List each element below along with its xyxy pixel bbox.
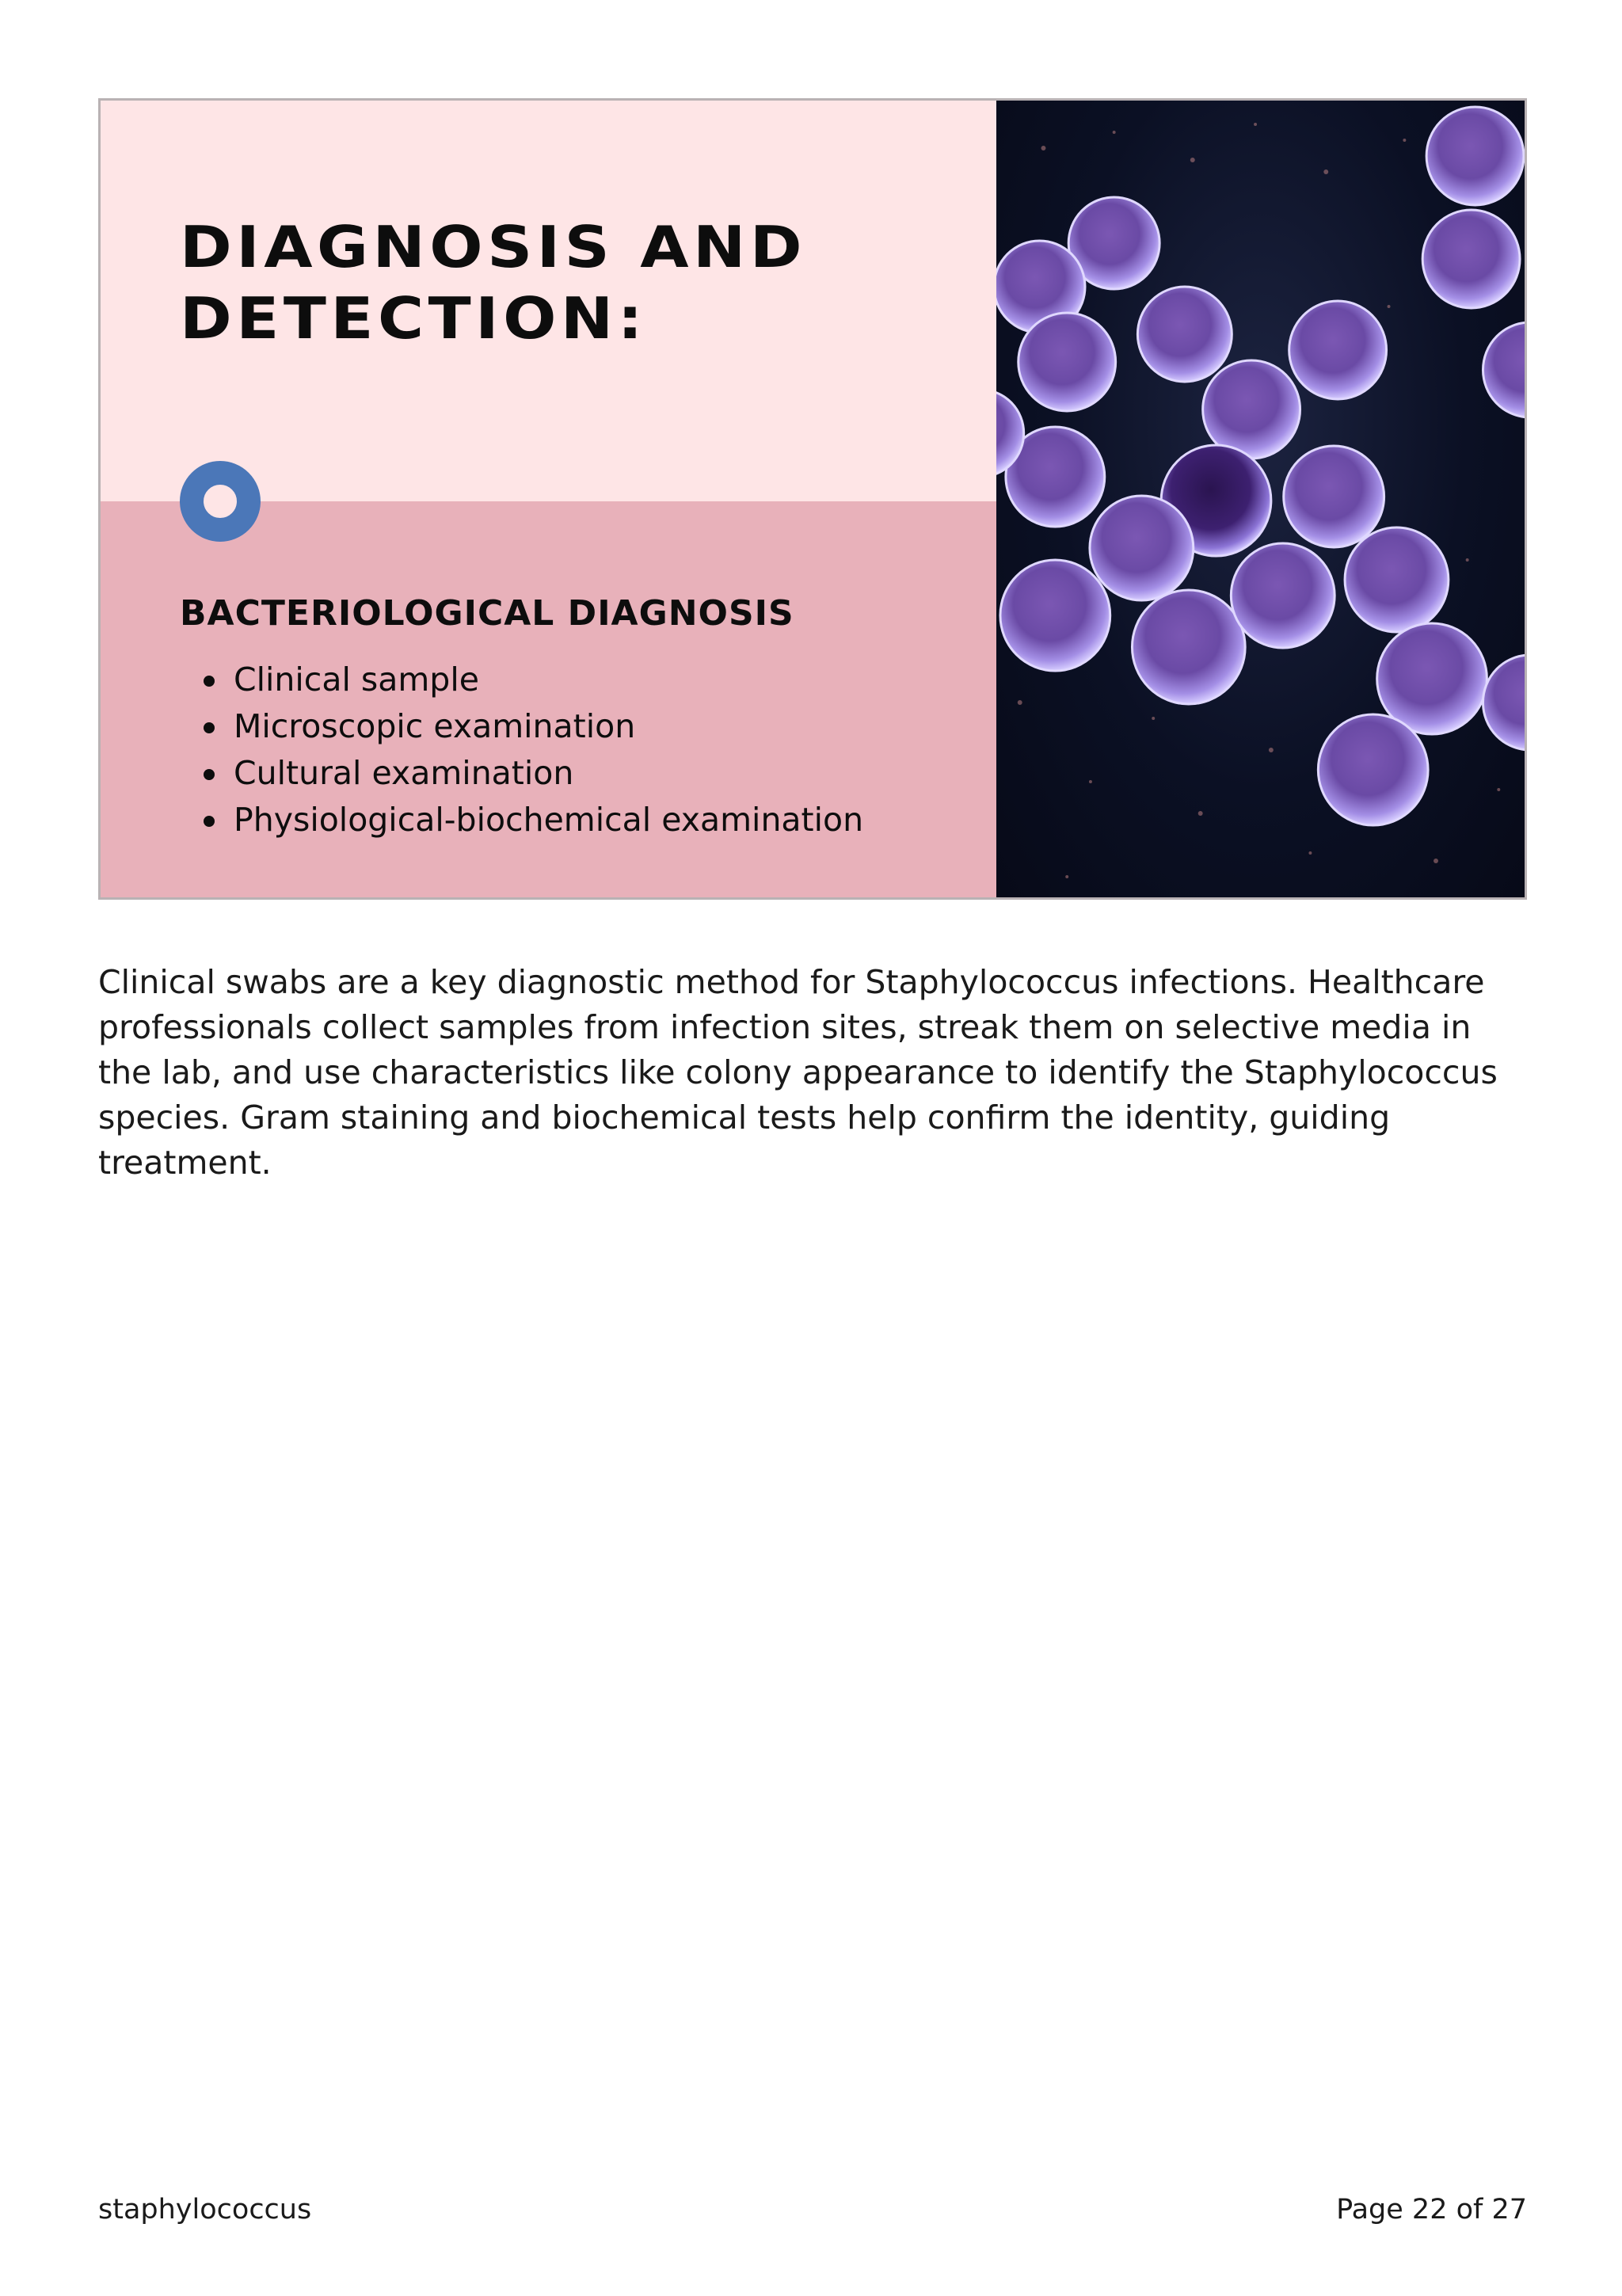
bacteria-cells: [996, 107, 1525, 825]
footer-page-number: Page 22 of 27: [1336, 2194, 1527, 2226]
bullet-item: Physiological-biochemical examination: [180, 797, 863, 843]
ring-icon: [180, 461, 261, 542]
body-paragraph: Clinical swabs are a key diagnostic method for Staphylococcus infections. Healthcare professionals collect samples from infection sites, streak them on selective media in the lab, and use characteristics like colony appearance to identify the Staphylococcus species. Gram staining and biochemical tests help confirm the identity, guiding treatment.: [98, 963, 1498, 1182]
bullet-item: Microscopic examination: [180, 703, 863, 750]
bullet-item: Cultural examination: [180, 750, 863, 797]
bullet-list: [180, 657, 863, 843]
slide-title: DIAGNOSIS AND DETECTION:: [180, 214, 807, 352]
bacteria-micrograph-image: [996, 101, 1525, 897]
slide-text-panel: [101, 101, 996, 897]
slide-card: [98, 98, 1527, 900]
bullet-item: Clinical sample: [180, 657, 863, 703]
slide-subheading: BACTERIOLOGICAL DIAGNOSIS: [180, 593, 794, 634]
bacteria-illustration: [996, 101, 1525, 897]
footer-document-title: staphylococcus: [98, 2194, 312, 2226]
